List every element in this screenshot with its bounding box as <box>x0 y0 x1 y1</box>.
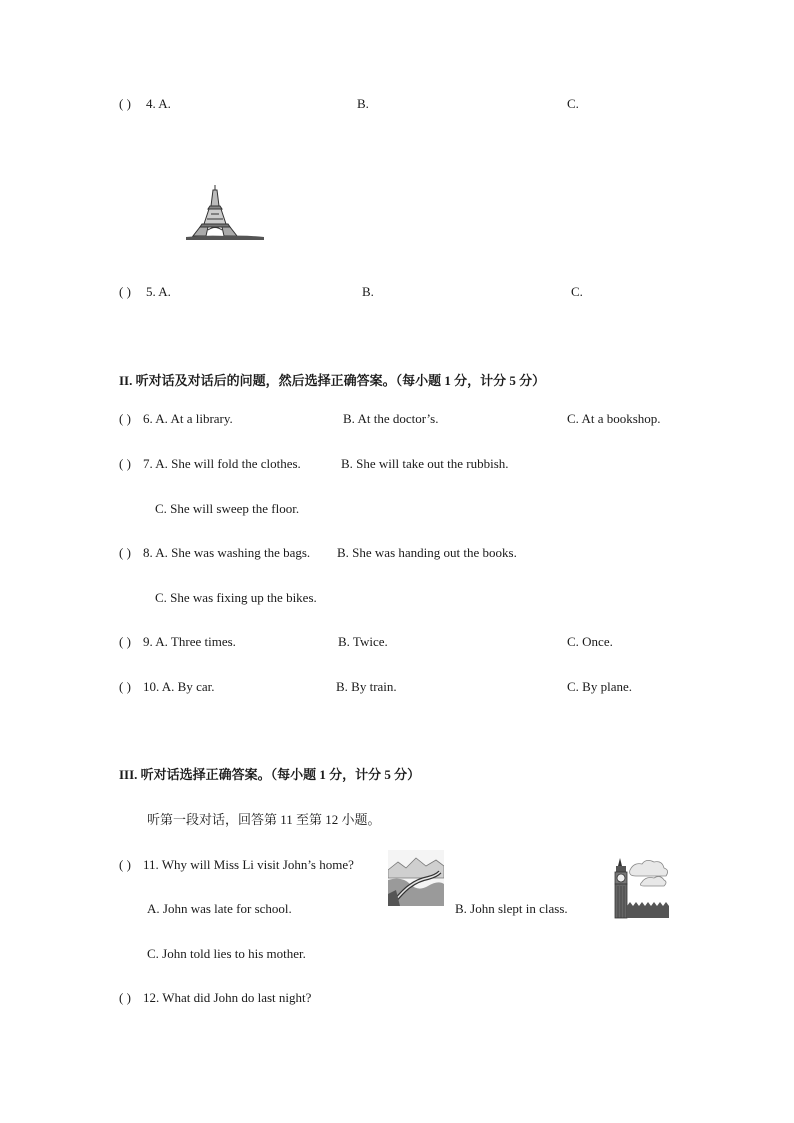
q4-option-b[interactable]: B. <box>357 96 369 111</box>
q10-answer-paren[interactable]: ( ) <box>119 679 131 694</box>
big-ben-image <box>600 856 670 920</box>
section-3-intro: 听第一段对话，回答第 11 至第 12 小题。 <box>147 812 381 827</box>
q5-option-a[interactable]: 5. A. <box>146 284 171 299</box>
section-3-heading: III. 听对话选择正确答案。（每小题 1 分，计分 5 分） <box>119 767 421 782</box>
q9-option-c[interactable]: C. Once. <box>567 634 613 649</box>
q7-answer-paren[interactable]: ( ) <box>119 456 131 471</box>
q7-option-b[interactable]: B. She will take out the rubbish. <box>341 456 509 471</box>
q4-answer-paren[interactable]: ( ) <box>119 96 131 111</box>
q8-option-c[interactable]: C. She was fixing up the bikes. <box>155 590 317 605</box>
q9-option-b[interactable]: B. Twice. <box>338 634 388 649</box>
great-wall-image <box>388 850 444 906</box>
q10-option-c[interactable]: C. By plane. <box>567 679 632 694</box>
q8-answer-paren[interactable]: ( ) <box>119 545 131 560</box>
q9-option-a[interactable]: 9. A. Three times. <box>143 634 236 649</box>
q5-answer-paren[interactable]: ( ) <box>119 284 131 299</box>
q11-option-a[interactable]: A. John was late for school. <box>147 901 292 916</box>
q11-question: 11. Why will Miss Li visit John’s home? <box>143 857 354 872</box>
q10-option-a[interactable]: 10. A. By car. <box>143 679 215 694</box>
q6-answer-paren[interactable]: ( ) <box>119 411 131 426</box>
q6-option-c[interactable]: C. At a bookshop. <box>567 411 661 426</box>
q9-answer-paren[interactable]: ( ) <box>119 634 131 649</box>
q5-option-b[interactable]: B. <box>362 284 374 299</box>
q10-option-b[interactable]: B. By train. <box>336 679 397 694</box>
q7-option-c[interactable]: C. She will sweep the floor. <box>155 501 300 516</box>
q8-option-a[interactable]: 8. A. She was washing the bags. <box>143 545 311 560</box>
q4-option-c[interactable]: C. <box>567 96 579 111</box>
q6-option-b[interactable]: B. At the doctor’s. <box>343 411 439 426</box>
q11-answer-paren[interactable]: ( ) <box>119 857 131 872</box>
q12-answer-paren[interactable]: ( ) <box>119 990 131 1005</box>
q8-option-b[interactable]: B. She was handing out the books. <box>337 545 517 560</box>
q6-option-a[interactable]: 6. A. At a library. <box>143 411 233 426</box>
q12-question: 12. What did John do last night? <box>143 990 312 1005</box>
q11-option-b[interactable]: B. John slept in class. <box>455 901 568 916</box>
q7-option-a[interactable]: 7. A. She will fold the clothes. <box>143 456 301 471</box>
q4-option-a[interactable]: 4. A. <box>146 96 171 111</box>
section-2-heading: II. 听对话及对话后的问题，然后选择正确答案。（每小题 1 分，计分 5 分） <box>119 373 546 388</box>
q11-option-c[interactable]: C. John told lies to his mother. <box>147 946 306 961</box>
q5-option-c[interactable]: C. <box>571 284 583 299</box>
eiffel-tower-image <box>186 184 266 242</box>
